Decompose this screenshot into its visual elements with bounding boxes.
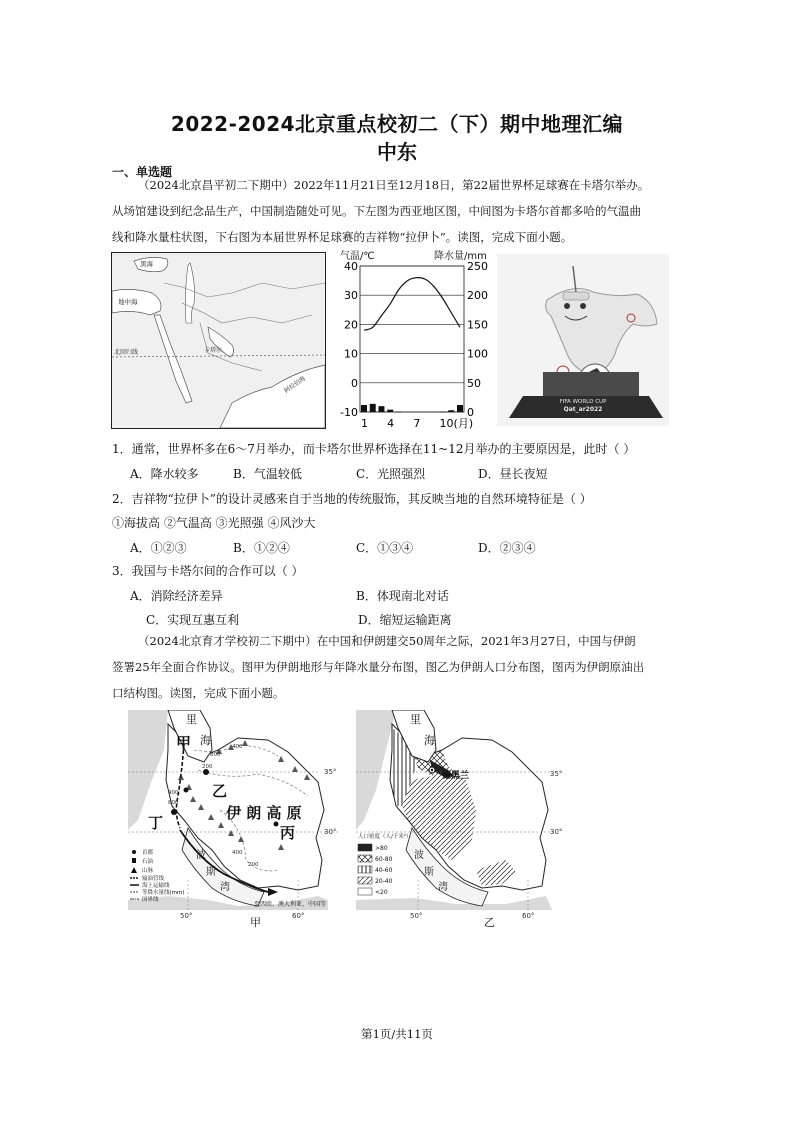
climate-xtick: 1 [361,417,368,430]
iran2-legend-2: 60-80 [375,856,393,863]
iran2-legend-3: 40-60 [375,867,393,874]
temperature-line [364,278,460,331]
climate-ytick-left: 0 [351,376,358,390]
q2-items: ①海拔高 ②气温高 ③光照强 ④风沙大 [112,516,316,530]
iran1-legend-capital: 首都 [142,850,154,856]
page-footer: 第1页/共11页 [361,1027,433,1041]
iran1-marker-yi: 乙 [212,782,228,800]
section-heading: 一、单选题 [112,165,173,179]
climate-ylabel-right: 降水量/mm [434,251,487,262]
precipitation-bar [448,410,454,412]
page-title: 2022-2024北京重点校初二（下）期中地理汇编 [170,112,624,136]
climate-xtick: 4 [387,417,395,430]
q2-stem: 2．吉祥物“拉伊卜”的设计灵感来自于当地的传统服饰，其反映当地的自然环境特征是（ ） [112,492,592,506]
q3-stem: 3．我国与卡塔尔间的合作可以（ ） [112,564,304,578]
iran1-lat-30: 30° [324,828,337,836]
climate-chart-svg [338,250,490,430]
iran2-capital-label: 德黑兰 [442,771,470,781]
passage1-line3: 线和降水量柱状图，下右图为本届世界杯足球赛的吉祥物“拉伊卜”。读图，完成下面小题。 [112,230,573,244]
iran2-lon-60: 60° [522,912,535,920]
iran1-legend-shipping: 海上运输线 [142,883,170,889]
q1-option-c[interactable]: C．光照强烈 [356,467,426,481]
iran1-contour-1: 400 [232,744,243,750]
precipitation-bar [378,406,384,412]
west-asia-map [111,252,326,429]
q1-option-a[interactable]: A．降水较多 [130,467,199,481]
iran1-legend-mountain: 山脉 [142,868,154,874]
precipitation-bar [387,410,393,412]
q2-option-a[interactable]: A．①②③ [130,541,187,555]
iran1-sea-2: 海 [200,734,211,747]
q1-stem: 1．通常，世界杯多在6～7月举办，而卡塔尔世界杯选择在11~12月举办的主要原因是，此时（ ） [112,442,636,456]
iran1-lat-35: 35° [324,768,337,776]
west-asia-map-svg [112,253,325,428]
page-subtitle: 中东 [377,140,417,164]
q3-option-d[interactable]: D．缩短运输距离 [358,613,452,627]
passage2-line3: 口结构图。读图，完成下面小题。 [112,686,285,700]
iran1-contour-4: 400 [168,790,179,796]
iran1-marker-bing: 丙 [280,824,296,842]
iran-population-map [356,710,566,930]
iran2-legend-1: >80 [375,845,388,852]
iran1-contour-7: 200 [248,862,259,868]
q1-option-d[interactable]: D．昼长夜短 [478,467,548,481]
iran1-contour-6: 400 [232,850,243,856]
map-label-qatar: 卡塔尔 [204,347,223,354]
iran2-lat-35: 35° [550,770,563,778]
iran-terrain-map [128,710,348,930]
climate-xtick: 7 [413,417,421,430]
map-label-mediterranean: 地中海 [118,298,138,306]
iran2-legend-5: <20 [375,889,388,896]
climate-ytick-left: 20 [344,318,358,332]
iran2-lat-30: 30° [550,828,563,836]
iran1-gulf-2: 斯 [206,867,216,878]
mascot-caption-line2: Qat_ar2022 [563,406,603,413]
q2-option-c[interactable]: C．①③④ [356,541,414,555]
climate-chart [338,250,490,430]
climate-ytick-right: 150 [467,318,488,332]
map-label-arabian-sea: 阿拉伯海 [283,375,307,395]
map-label-black-sea: 黑海 [140,260,153,268]
q2-option-d[interactable]: D．②③④ [478,541,536,555]
q3-option-c[interactable]: C．实现互惠互利 [146,613,240,627]
iran1-legend-isohyet: 等降水量线(mm) [142,890,185,896]
iran1-lon-60: 60° [292,912,305,920]
precipitation-bar [457,405,463,412]
climate-ytick-right: 0 [467,406,474,419]
passage1-line2: 从场馆建设到纪念品生产，中国制造随处可见。下左图为西亚地区图，中间图为卡塔尔首都多哈的气温曲 [112,204,641,218]
mascot-caption-line1: FIFA WORLD CUP [559,399,607,405]
iran1-marker-ding: 丁 [148,814,164,832]
climate-frame [360,266,464,412]
map-label-tropic: 北回归线 [114,349,139,356]
iran1-gulf-1: 波 [196,850,206,861]
passage2-line1: （2024北京育才学校初二下期中）在中国和伊朗建交50周年之际，2021年3月27日，中国与伊朗 [138,634,636,648]
iran1-marker-jia: 甲 [176,734,192,752]
iran1-plateau: 伊 朗 高 原 [226,804,302,822]
iran1-legend-pipeline: 输油管线 [142,876,165,882]
mascot-svg [497,254,669,426]
climate-ytick-left: -10 [340,406,358,419]
climate-ytick-right: 200 [467,289,488,303]
iran1-lon-50: 50° [180,912,193,920]
precipitation-bar [370,404,376,412]
iran2-legend-4: 20-40 [375,878,393,885]
q3-option-b[interactable]: B．体现南北对话 [356,589,449,603]
iran1-legend-oil: 石油 [142,859,154,865]
precipitation-bar [396,412,402,413]
passage2-line2: 签署25年全面合作协议。图甲为伊朗地形与年降水量分布图，图乙为伊朗人口分布图，图丙为伊朗原油出 [112,660,645,674]
iran2-gulf-2: 斯 [424,867,434,878]
iran-population-map-svg [356,710,566,930]
climate-ytick-right: 250 [467,260,488,273]
iran1-sea-1: 里 [186,713,197,726]
iran2-gulf-1: 波 [414,850,424,861]
iran1-gulf-3: 湾 [220,882,230,893]
iran2-caption: 乙 [484,916,495,929]
climate-ytick-right: 100 [467,347,488,361]
climate-xtick: 10(月) [439,417,474,430]
iran2-sea-1: 里 [410,713,421,726]
iran2-gulf-3: 湾 [438,882,448,893]
iran2-lon-50: 50° [410,912,423,920]
iran1-contour-5: 800 [168,800,179,806]
climate-ytick-left: 40 [344,260,358,273]
climate-ytick-left: 30 [344,289,358,303]
precipitation-bar [361,405,367,412]
passage1-line1: （2024北京昌平初二下期中）2022年11月21日至12月18日，第22届世界杯足球赛在卡塔尔举办。 [138,178,650,192]
iran1-destinations: 至西欧、澳大利亚、中国等 [254,901,327,908]
iran-terrain-map-svg [128,710,348,930]
iran1-legend-border: 国界线 [142,897,159,903]
iran2-sea-2: 海 [424,734,435,747]
mascot-photo [497,254,669,426]
q2-option-b[interactable]: B．①②④ [233,541,290,555]
iran1-contour-3: 800 [210,752,221,758]
iran2-legend-title: 人口密度（人/千米²） [358,834,412,840]
precipitation-bar [440,412,446,413]
iran1-contour-2: 200 [202,764,213,770]
climate-ylabel-left: 气温/℃ [340,251,375,262]
q1-option-b[interactable]: B．气温较低 [233,467,302,481]
climate-ytick-right: 50 [467,376,481,390]
iran1-caption: 甲 [250,916,261,929]
q3-option-a[interactable]: A．消除经济差异 [130,589,223,603]
climate-ytick-left: 10 [344,347,358,361]
